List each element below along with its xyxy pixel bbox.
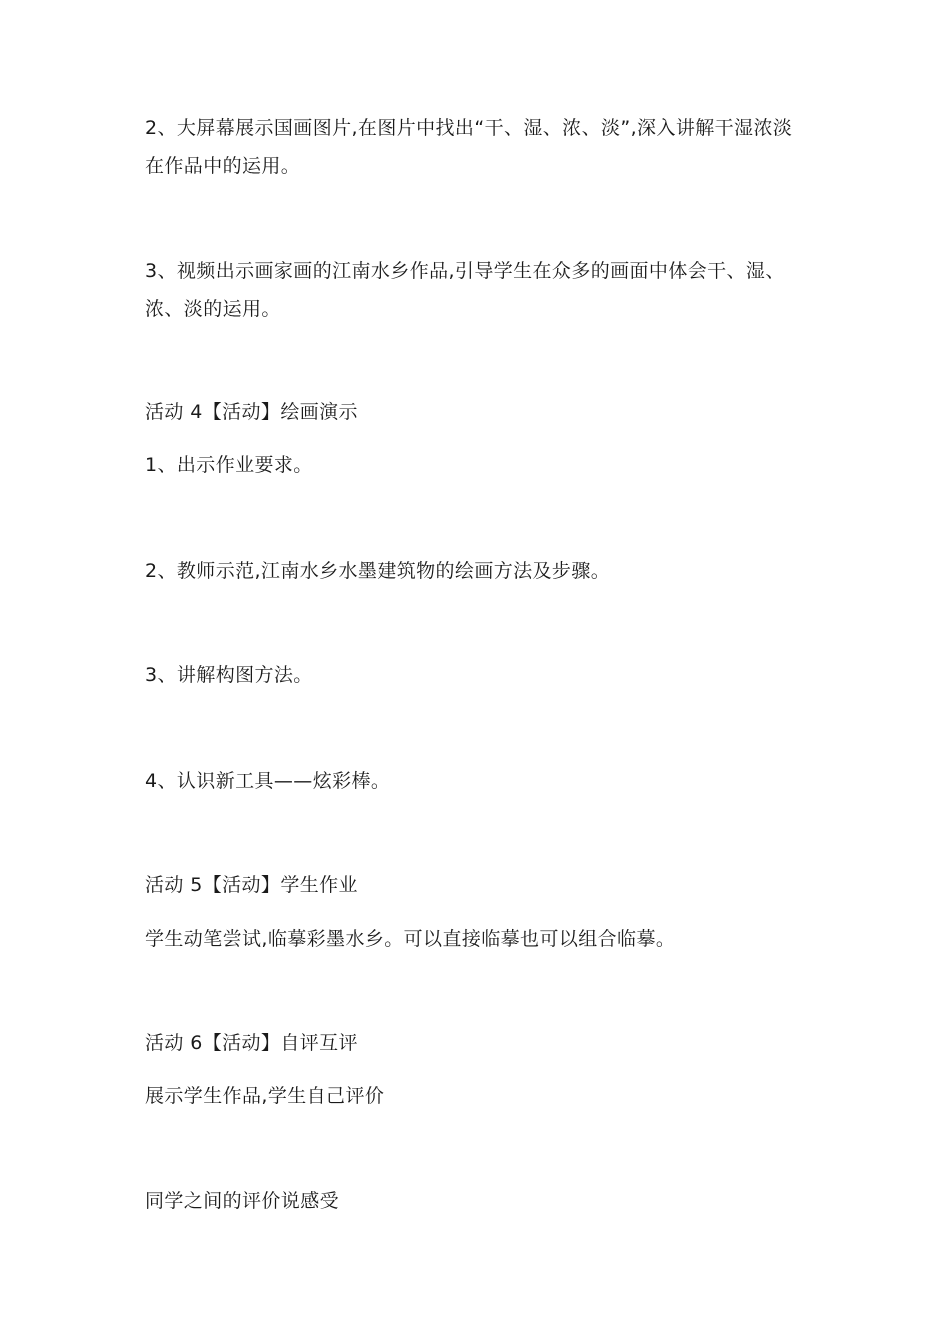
paragraph-step-2-line-2: 在作品中的运用。 [145,155,301,177]
activity-4-heading: 活动 4【活动】绘画演示 [145,401,358,423]
activity-5-heading: 活动 5【活动】学生作业 [145,874,358,896]
activity-6-body-1: 展示学生作品,学生自己评价 [145,1085,385,1107]
activity-4-item-4: 4、认识新工具——炫彩棒。 [145,770,391,792]
paragraph-step-2-line-1: 2、大屏幕展示国画图片,在图片中找出“干、湿、浓、淡”,深入讲解干湿浓淡 [145,117,793,139]
activity-5-body: 学生动笔尝试,临摹彩墨水乡。可以直接临摹也可以组合临摹。 [145,928,676,950]
activity-4-item-1: 1、出示作业要求。 [145,454,313,476]
paragraph-step-3-line-1: 3、视频出示画家画的江南水乡作品,引导学生在众多的画面中体会干、湿、 [145,260,785,282]
activity-4-item-3: 3、讲解构图方法。 [145,664,313,686]
activity-6-heading: 活动 6【活动】自评互评 [145,1032,358,1054]
paragraph-step-3-line-2: 浓、淡的运用。 [145,298,281,320]
activity-4-item-2: 2、教师示范,江南水乡水墨建筑物的绘画方法及步骤。 [145,560,611,582]
activity-6-body-2: 同学之间的评价说感受 [145,1190,340,1212]
